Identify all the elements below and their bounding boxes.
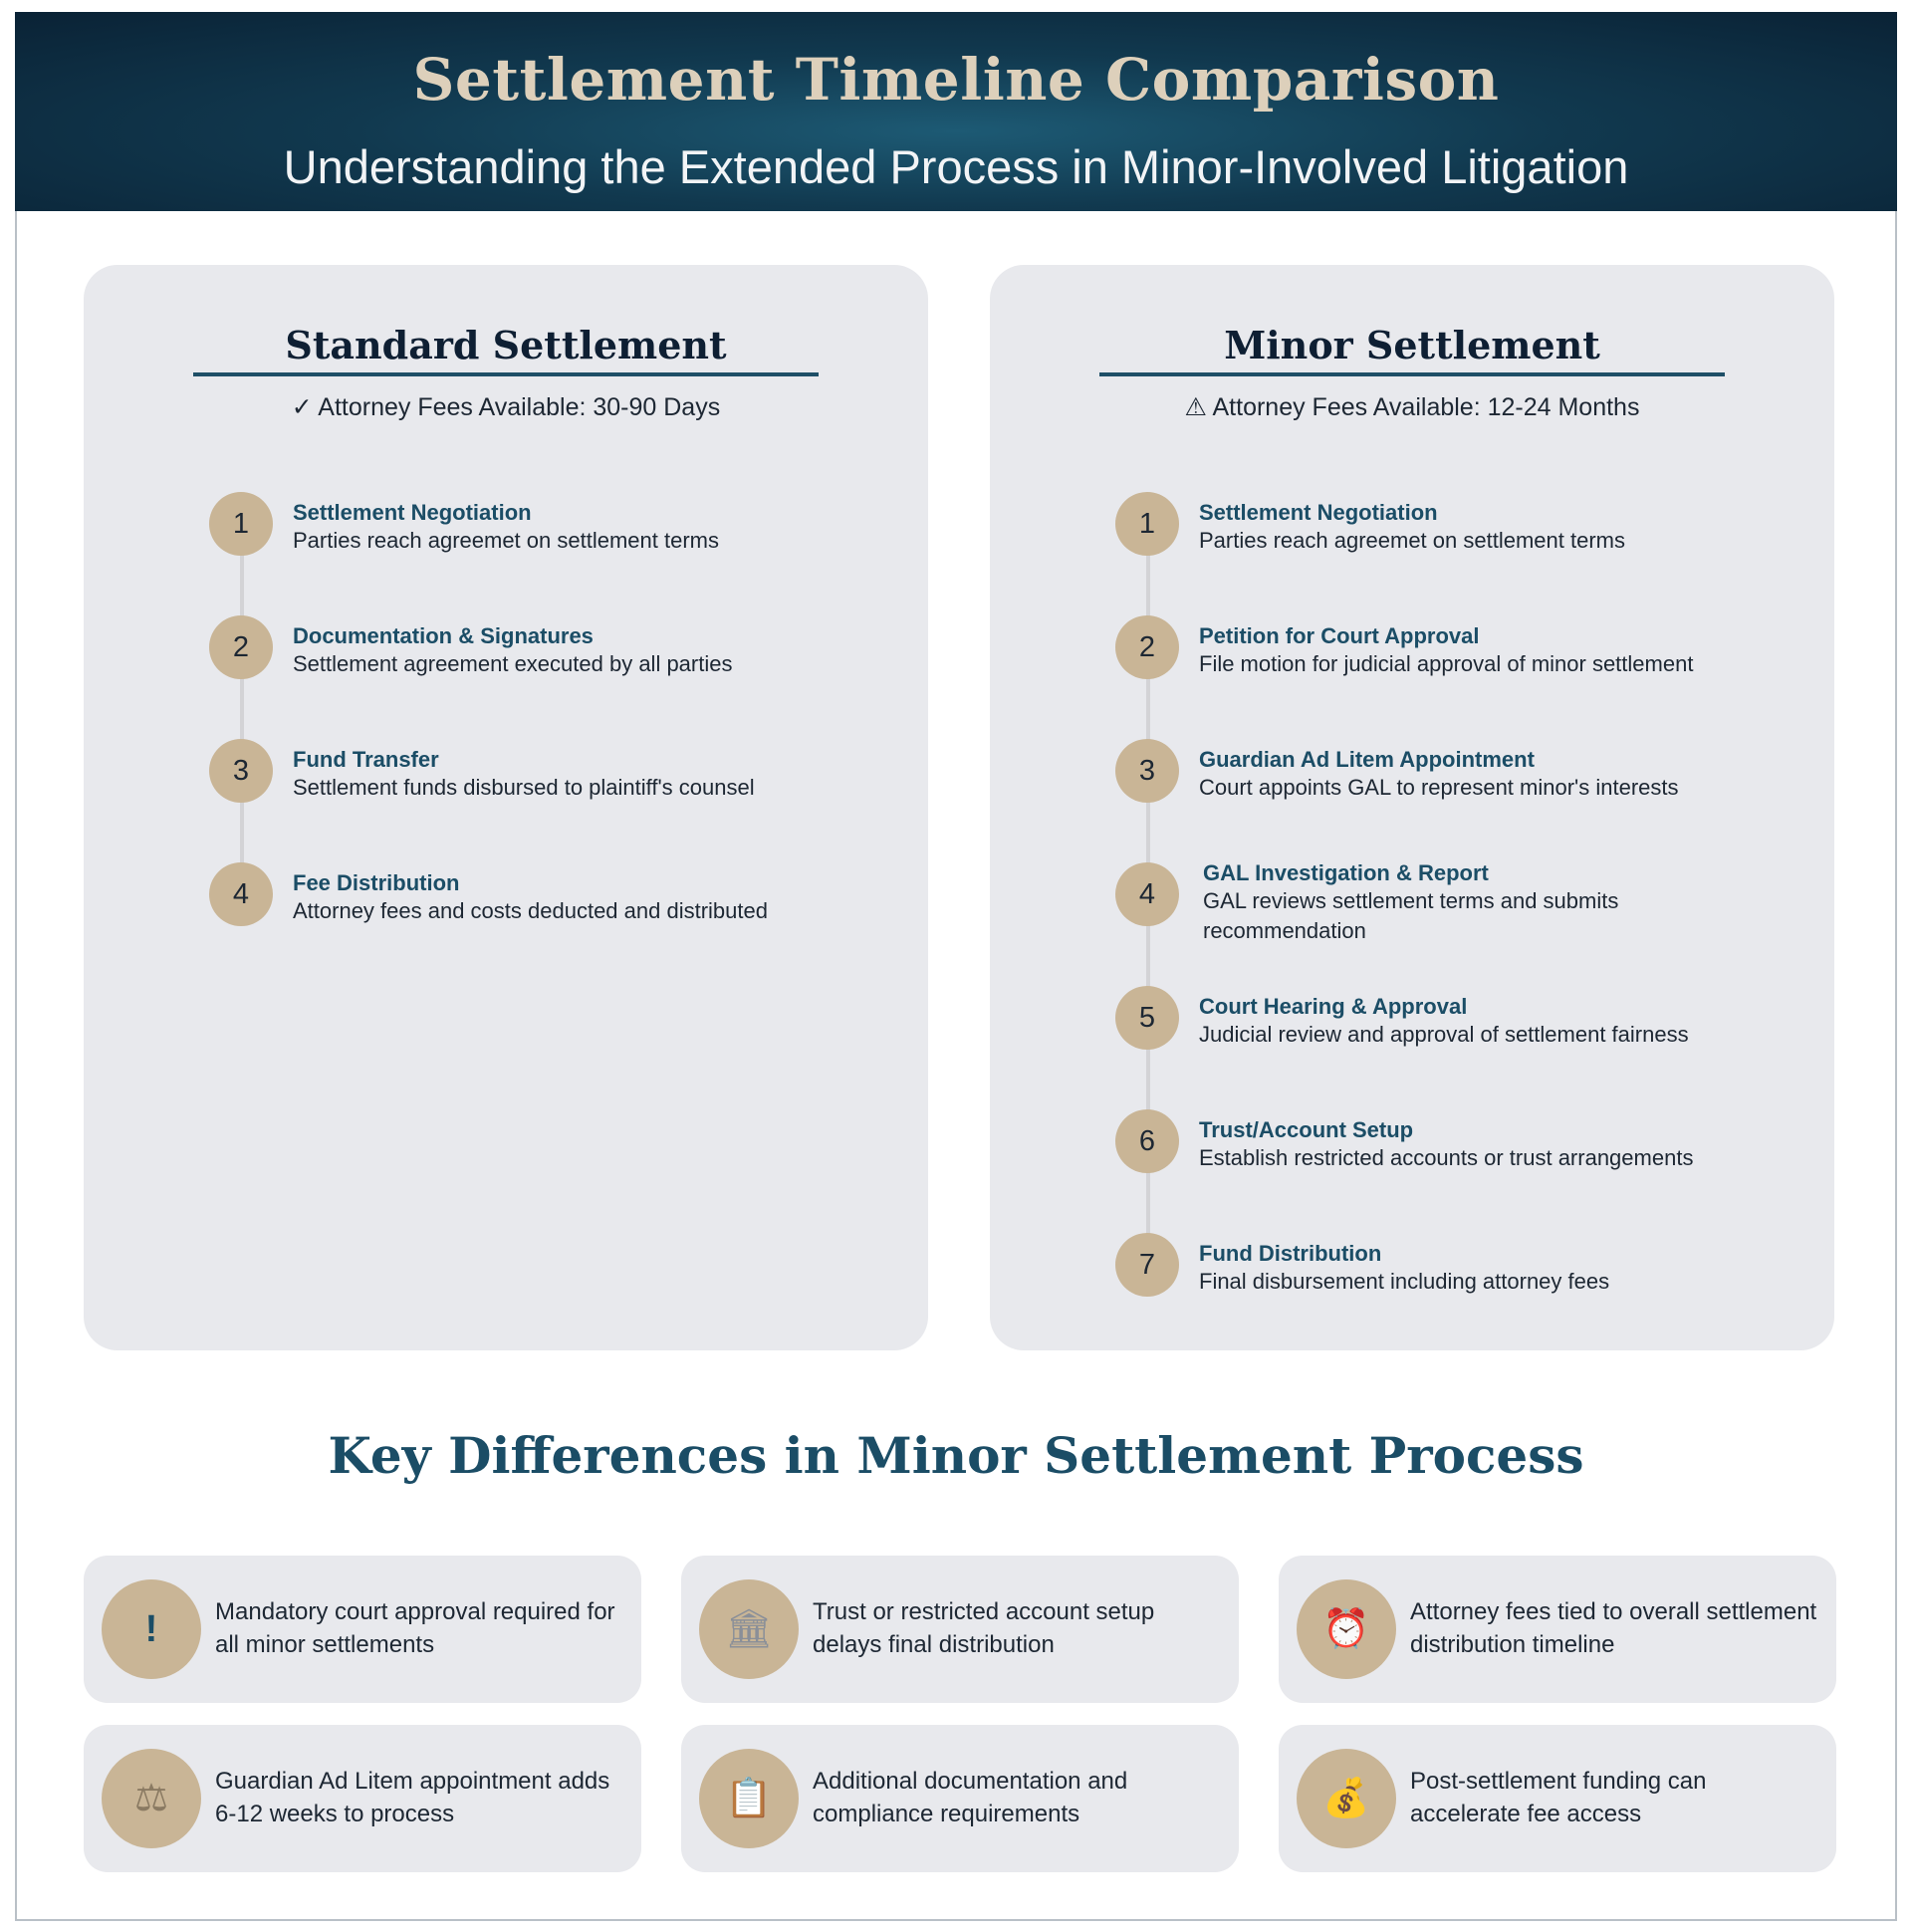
fees-availability: ✓ Attorney Fees Available: 30-90 Days (291, 393, 721, 421)
timeline-step (293, 500, 890, 556)
step-description: Judicial review and approval of settlement fairness (1199, 1022, 1689, 1047)
step-description: Settlement funds disbursed to plaintiff's counsel (293, 775, 755, 800)
minor-settlement-panel (990, 265, 1834, 1350)
step-title: Settlement Negotiation (293, 500, 532, 525)
step-description: Court appoints GAL to represent minor's interests (1199, 775, 1679, 800)
fees-availability: ⚠ Attorney Fees Available: 12-24 Months (1184, 393, 1640, 421)
timeline-step (1199, 1117, 1796, 1173)
timeline-step (1199, 1241, 1796, 1297)
step-description: Establish restricted accounts or trust arrangements (1199, 1145, 1694, 1170)
step-number: 5 (1115, 986, 1179, 1050)
clipboard-icon: 📋 (699, 1749, 799, 1848)
step-description: Settlement agreement executed by all parties (293, 651, 733, 676)
panel-title: Minor Settlement (1224, 323, 1600, 367)
difference-text: Additional documentation and compliance requirements (813, 1768, 1128, 1827)
step-description: Attorney fees and costs deducted and distributed (293, 898, 768, 923)
step-number: 1 (1115, 492, 1179, 556)
money-bag-icon: 💰 (1297, 1749, 1396, 1848)
timeline-step (1199, 500, 1796, 556)
alarm-clock-icon: ⏰ (1297, 1579, 1396, 1679)
step-title: Settlement Negotiation (1199, 500, 1438, 525)
timeline-step (1199, 994, 1796, 1050)
panel-title: Standard Settlement (285, 323, 727, 367)
step-title: Petition for Court Approval (1199, 623, 1480, 648)
step-title: Fund Transfer (293, 747, 439, 772)
timeline-step (293, 747, 890, 803)
page-subtitle: Understanding the Extended Process in Minor-Involved Litigation (283, 140, 1629, 193)
timeline-step (1203, 860, 1661, 946)
step-description: Parties reach agreemet on settlement terms (1199, 528, 1625, 553)
step-number: 3 (1115, 739, 1179, 803)
bank-building-icon: 🏛 (699, 1579, 799, 1679)
step-title: Court Hearing & Approval (1199, 994, 1468, 1019)
step-title: Trust/Account Setup (1199, 1117, 1414, 1142)
key-differences-title: Key Differences in Minor Settlement Process (328, 1426, 1584, 1485)
panel-divider (193, 372, 819, 376)
difference-text: Mandatory court approval required for all minor settlements (215, 1598, 615, 1658)
difference-card (84, 1725, 641, 1872)
difference-text: Guardian Ad Litem appointment adds 6-12 weeks to process (215, 1768, 610, 1827)
step-title: Fund Distribution (1199, 1241, 1382, 1266)
step-description: GAL reviews settlement terms and submits recommendation (1203, 888, 1619, 943)
difference-card (681, 1725, 1239, 1872)
step-description: File motion for judicial approval of minor settlement (1199, 651, 1694, 676)
step-number: 2 (209, 615, 273, 679)
header-banner (15, 12, 1897, 211)
step-title: GAL Investigation & Report (1203, 860, 1489, 885)
timeline-connector (240, 524, 244, 894)
page-title: Settlement Timeline Comparison (412, 46, 1500, 114)
difference-card (84, 1556, 641, 1703)
difference-card (1279, 1556, 1836, 1703)
timeline-step (1199, 623, 1796, 679)
standard-settlement-panel (84, 265, 928, 1350)
step-number: 7 (1115, 1233, 1179, 1297)
step-number: 6 (1115, 1109, 1179, 1173)
exclamation-icon: ! (102, 1579, 201, 1679)
difference-text: Post-settlement funding can accelerate fee access (1410, 1768, 1707, 1827)
difference-card (1279, 1725, 1836, 1872)
timeline-step (293, 870, 890, 926)
step-number: 1 (209, 492, 273, 556)
difference-text: Attorney fees tied to overall settlement distribution timeline (1410, 1598, 1817, 1658)
difference-text: Trust or restricted account setup delays final distribution (813, 1598, 1155, 1658)
step-title: Guardian Ad Litem Appointment (1199, 747, 1535, 772)
step-number: 2 (1115, 615, 1179, 679)
step-number: 4 (209, 862, 273, 926)
step-title: Documentation & Signatures (293, 623, 594, 648)
scales-icon: ⚖ (102, 1749, 201, 1848)
step-description: Final disbursement including attorney fees (1199, 1269, 1610, 1294)
step-title: Fee Distribution (293, 870, 460, 895)
step-number: 4 (1115, 862, 1179, 926)
difference-card (681, 1556, 1239, 1703)
timeline-step (1199, 747, 1796, 803)
timeline-step (293, 623, 890, 679)
step-number: 3 (209, 739, 273, 803)
step-description: Parties reach agreemet on settlement terms (293, 528, 719, 553)
panel-divider (1099, 372, 1725, 376)
